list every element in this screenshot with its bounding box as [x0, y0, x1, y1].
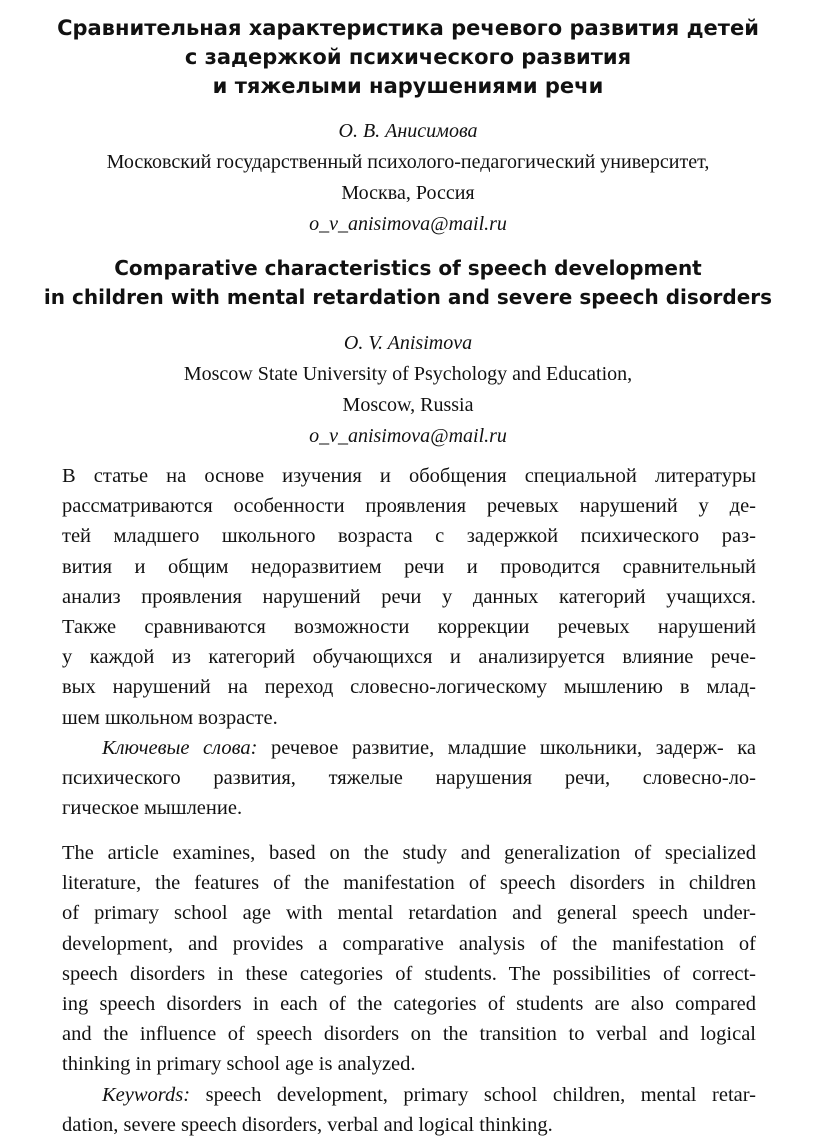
email-russian: o_v_anisimova@mail.ru — [309, 213, 507, 235]
keywords-russian — [62, 733, 756, 824]
abstract-line: speech disorders in these categories of students. The possibilities of correct- — [62, 962, 756, 985]
keywords-line — [62, 733, 756, 763]
affiliation-english-line2: Moscow, Russia — [342, 394, 474, 416]
author-english: O. V. Anisimova — [343, 332, 473, 354]
title-russian-line: с задержкой психического развития — [184, 45, 632, 69]
title-russian — [40, 14, 776, 101]
abstract-line: В статье на основе изучения и обобщения специальной литературы — [62, 465, 756, 487]
keywords-russian-label: Ключевые слова: — [102, 736, 258, 759]
abstract-line: development, and provides a comparative analysis of the manifestation of — [62, 932, 756, 955]
keywords-english — [62, 1080, 756, 1140]
abstract-line: thinking in primary school age is analyzed. — [62, 1053, 416, 1076]
abstract-line: Также сравниваются возможности коррекции речевых нарушений — [62, 616, 756, 639]
title-english — [40, 254, 776, 312]
abstract-line: of primary school age with mental retardation and general speech under- — [62, 902, 756, 925]
keywords-english-label: Keywords: — [102, 1083, 191, 1106]
abstract-russian — [62, 461, 756, 823]
affiliation-russian-line1: Московский государственный психолого-педагогический университет, — [106, 151, 710, 173]
keywords-line: психического развития, тяжелые нарушения речи, словесно-ло- — [62, 767, 756, 790]
abstract-line: у каждой из категорий обучающихся и анализируется влияние рече- — [62, 646, 756, 669]
title-russian-line: Сравнительная характеристика речевого развития детей — [57, 16, 759, 40]
abstract-line: шем школьном возрасте. — [62, 706, 278, 729]
keywords-line: dation, severe speech disorders, verbal and logical thinking. — [62, 1113, 553, 1136]
title-russian-line: и тяжелыми нарушениями речи — [212, 74, 604, 98]
keywords-line — [62, 1080, 756, 1110]
abstract-line: рассматриваются особенности проявления речевых нарушений у де- — [62, 495, 756, 518]
keywords-english-text: speech development, primary school children, mental retar- — [190, 1083, 756, 1106]
keywords-line: гическое мышление. — [62, 797, 243, 820]
title-english-line: Comparative characteristics of speech development — [114, 256, 702, 280]
abstract-line: literature, the features of the manifestation of speech disorders in children — [62, 872, 756, 895]
abstract-line: The article examines, based on the study and generalization of specialized — [62, 842, 756, 864]
keywords-russian-text: речевое развитие, младшие школьники, задерж- ка — [257, 736, 756, 759]
abstract-line: тей младшего школьного возраста с задержкой психического раз- — [62, 525, 756, 548]
title-english-line: in children with mental retardation and severe speech disorders — [43, 285, 773, 309]
abstract-line: анализ проявления нарушений речи у данных категорий учащихся. — [62, 585, 756, 608]
abstract-line: ing speech disorders in each of the categories of students are also compared — [62, 993, 756, 1016]
abstract-line: вития и общим недоразвитием речи и проводится сравнительный — [62, 555, 756, 578]
abstract-line: вых нарушений на переход словесно-логическому мышлению в млад- — [62, 676, 756, 699]
abstract-line: and the influence of speech disorders on the transition to verbal and logical — [62, 1023, 756, 1046]
abstract-english — [62, 838, 756, 1140]
abstract-english-paragraph — [62, 838, 756, 1080]
abstract-russian-paragraph — [62, 461, 756, 733]
email-english: o_v_anisimova@mail.ru — [309, 425, 507, 447]
affiliation-russian-line2: Москва, Россия — [341, 182, 475, 204]
affiliation-english-line1: Moscow State University of Psychology and Education, — [183, 363, 633, 385]
author-russian: О. В. Анисимова — [338, 120, 478, 142]
